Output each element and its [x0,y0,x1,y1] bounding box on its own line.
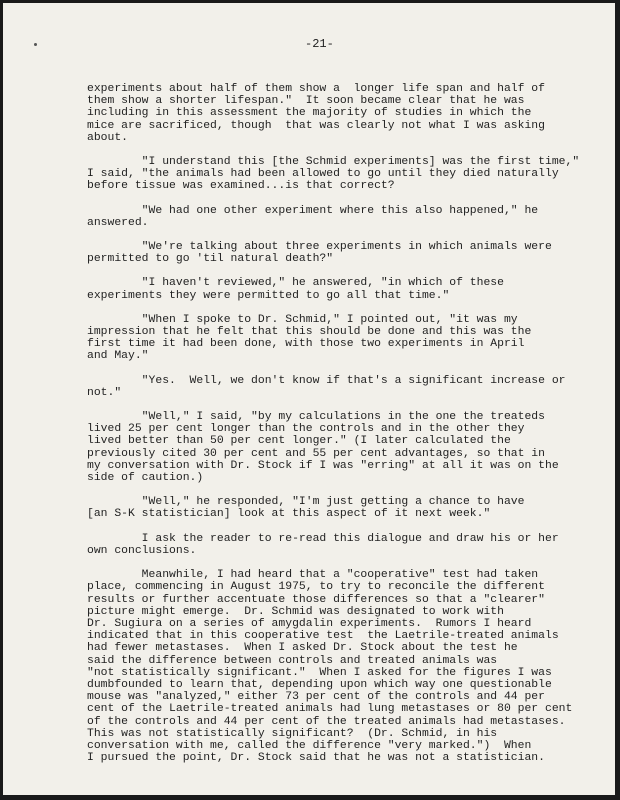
text-line: indicated that in this cooperative test the Laetrile-treated animals [87,630,559,643]
text-line: results or further accentuate those differences so that a "clearer" [87,593,545,606]
text-line: before tissue was examined...is that correct? [87,180,395,193]
document-page [3,3,615,795]
paragraph [87,156,587,193]
text-line: Meanwhile, I had heard that a "cooperative" test had taken [87,569,539,582]
text-line: "We had one other experiment where this also happened," he [87,204,539,217]
text-line: mice are sacrificed, though that was clearly not what I was asking [87,119,545,132]
text-line: experiments they were permitted to go all that time." [87,289,450,302]
text-line: and May." [87,350,149,363]
speck-mark [34,43,37,46]
paragraph [87,496,587,520]
text-line: answered. [87,216,149,229]
text-line: first time it had been done, with those two experiments in April [87,338,525,351]
text-line: of the controls and 44 per cent of the treated animals had metastases. [87,715,566,728]
text-line: "When I spoke to Dr. Schmid," I pointed out, "it was my [87,313,518,326]
paragraph [87,241,587,265]
text-line: I pursued the point, Dr. Stock said that he was not a statistician. [87,752,545,765]
paragraph [87,569,587,764]
text-line: place, commencing in August 1975, to try to reconcile the different [87,581,545,594]
text-line: "I understand this [the Schmid experiments] was the first time," [87,156,580,169]
paragraph [87,277,587,301]
text-line: This was not statistically significant? (Dr. Schmid, in his [87,727,498,740]
text-line: [an S-K statistician] look at this aspect of it next week." [87,508,491,521]
text-line: not." [87,386,122,399]
text-line: about. [87,131,129,144]
text-line: previously cited 30 per cent and 55 per cent advantages, so that in [87,447,545,460]
text-line: I said, "the animals had been allowed to go until they died naturally [87,168,559,181]
text-line: my conversation with Dr. Stock if I was "erring" at all it was on the [87,459,559,472]
paragraph [87,83,587,144]
text-line: "Yes. Well, we don't know if that's a significant increase or [87,374,566,387]
text-line: lived better than 50 per cent longer." (I later calculated the [87,435,511,448]
text-line: "We're talking about three experiments in which animals were [87,241,552,254]
text-line: "Well," he responded, "I'm just getting a chance to have [87,496,525,509]
text-line: including in this assessment the majority of studies in which the [87,107,532,120]
text-line: impression that he felt that this should be done and this was the [87,326,532,339]
body-text [87,83,587,776]
page-number: -21- [305,37,334,51]
text-line: said the difference between controls and treated animals was [87,654,498,667]
text-line: picture might emerge. Dr. Schmid was designated to work with [87,605,504,618]
paragraph [87,205,587,229]
paragraph [87,411,587,484]
text-line: lived 25 per cent longer than the controls and in the other they [87,423,525,436]
text-line: I ask the reader to re-read this dialogue and draw his or her [87,532,559,545]
text-line: "Well," I said, "by my calculations in the one the treateds [87,411,545,424]
text-line: permitted to go 'til natural death?" [87,253,334,266]
text-line: them show a shorter lifespan." It soon became clear that he was [87,95,525,108]
text-line: "not statistically significant." When I asked for the figures I was [87,666,552,679]
text-line: side of caution.) [87,472,204,485]
text-line: conversation with me, called the difference "very marked.") When [87,739,532,752]
paragraph [87,375,587,399]
text-line: mouse was "analyzed," either 73 per cent of the controls and 44 per [87,691,545,704]
text-line: experiments about half of them show a longer life span and half of [87,83,545,95]
text-line: had fewer metastases. When I asked Dr. Stock about the test he [87,642,518,655]
text-line: dumbfounded to learn that, depending upon which way one questionable [87,678,552,691]
text-line: own conclusions. [87,544,197,557]
text-line: "I haven't reviewed," he answered, "in which of these [87,277,504,290]
text-line: cent of the Laetrile-treated animals had lung metastases or 80 per cent [87,703,573,716]
paragraph [87,533,587,557]
paragraph [87,314,587,363]
text-line: Dr. Sugiura on a series of amygdalin experiments. Rumors I heard [87,617,532,630]
